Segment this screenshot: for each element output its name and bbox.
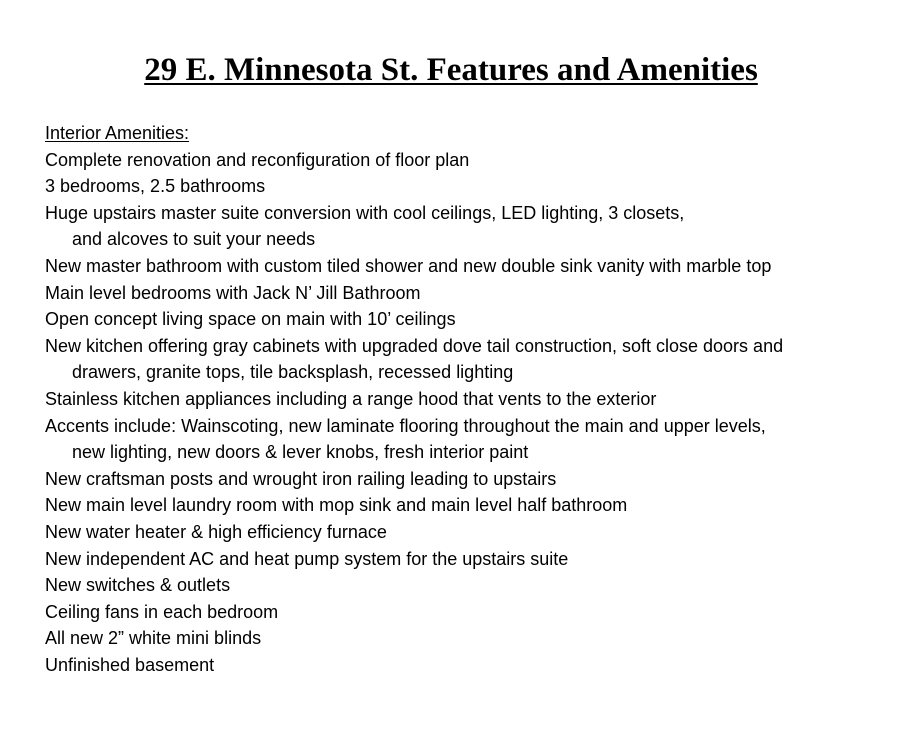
list-item: New independent AC and heat pump system for the upstairs suite [45, 548, 569, 569]
list-item: Accents include: Wainscoting, new laminate flooring throughout the main and upper levels, new lighting, new doors & lever knobs, fresh interior paint [45, 413, 895, 466]
list-item: New kitchen offering gray cabinets with upgraded dove tail construction, soft close doors and drawers, granite tops, tile backsplash, recessed lighting [45, 333, 895, 386]
list-item-continuation: drawers, granite tops, tile backsplash, recessed lighting [72, 362, 514, 383]
list-item: New switches & outlets [45, 575, 231, 596]
list-item: New craftsman posts and wrought iron railing leading to upstairs [45, 468, 557, 489]
list-item: Huge upstairs master suite conversion with cool ceilings, LED lighting, 3 closets, and alcoves to suit your needs [45, 200, 895, 253]
list-item: Open concept living space on main with 10’ ceilings [45, 309, 456, 330]
list-item: Main level bedrooms with Jack N’ Jill Bathroom [45, 282, 421, 303]
list-item: Complete renovation and reconfiguration of floor plan [45, 149, 470, 170]
list-item-continuation: new lighting, new doors & lever knobs, fresh interior paint [72, 442, 529, 463]
document-title: 29 E. Minnesota St. Features and Amenities [144, 52, 758, 88]
list-item: New main level laundry room with mop sink and main level half bathroom [45, 495, 628, 516]
section-heading: Interior Amenities: [45, 123, 190, 143]
list-item: Ceiling fans in each bedroom [45, 601, 279, 622]
list-item: All new 2” white mini blinds [45, 628, 262, 649]
list-item-continuation: and alcoves to suit your needs [72, 229, 316, 250]
list-item: Unfinished basement [45, 654, 215, 675]
amenities-section [45, 120, 895, 678]
list-item: New water heater & high efficiency furnace [45, 521, 387, 542]
list-item: 3 bedrooms, 2.5 bathrooms [45, 176, 266, 197]
list-item: Stainless kitchen appliances including a range hood that vents to the exterior [45, 388, 657, 409]
list-item: New master bathroom with custom tiled shower and new double sink vanity with marble top [45, 255, 772, 276]
